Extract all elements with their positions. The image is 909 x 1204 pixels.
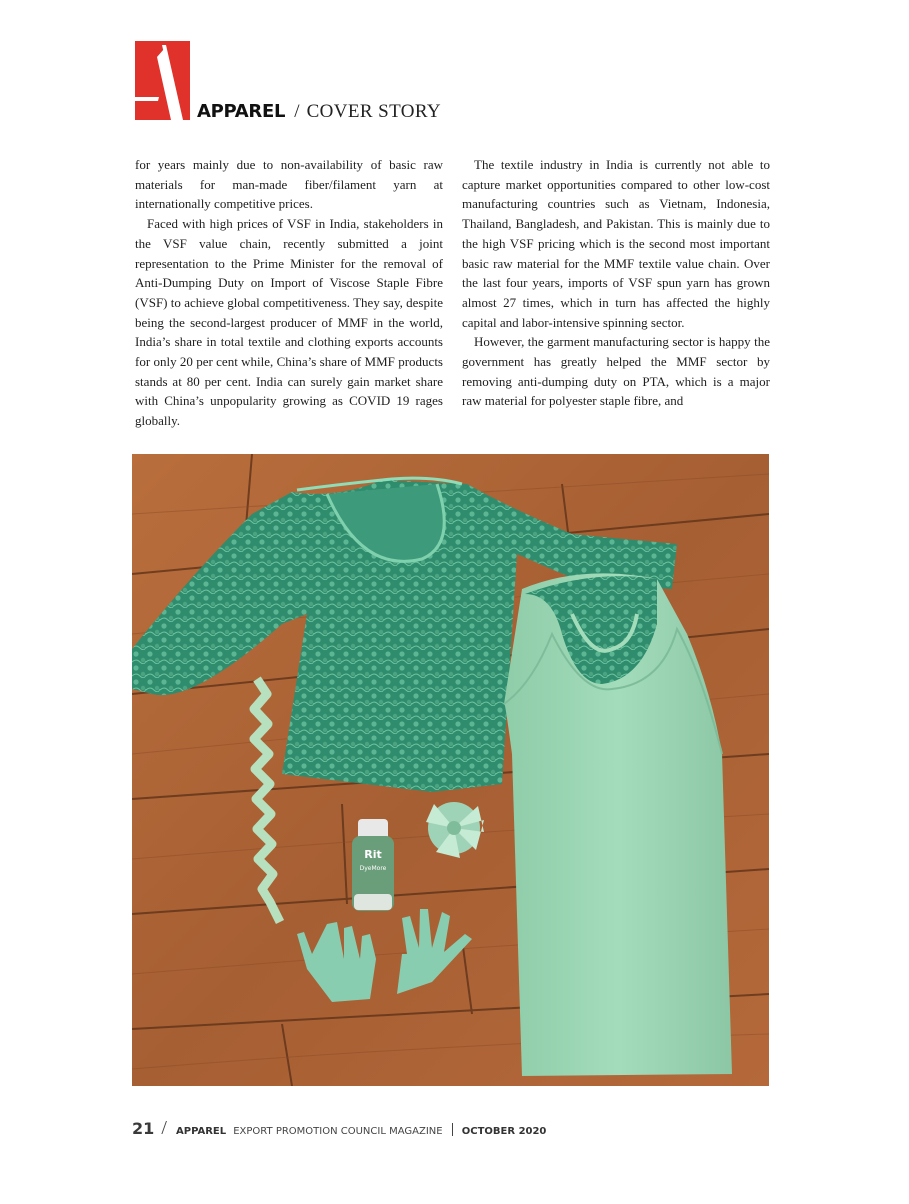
bottle-brand: Rit: [364, 848, 382, 861]
footer-brand: APPAREL: [176, 1126, 227, 1137]
page-footer: [132, 1117, 546, 1139]
footer-date: OCTOBER 2020: [461, 1126, 547, 1137]
section-header: [197, 100, 441, 124]
header-separator: /: [294, 101, 300, 122]
page-number: 21: [132, 1119, 155, 1138]
article-paragraph: Faced with high prices of VSF in India, stakeholders in the VSF value chain, recently submitted a joint representation to the Prime Minister for the removal of Anti-Dumping Duty on Import of Viscose Staple Fibre (VSF) to achieve global competitiveness. They say, despite being the second-largest producer of MMF in the world, India’s share in total textile and clothing exports accounts for only 20 per cent while, China’s share of MMF products stands at 80 per cent. India can surely gain market share with China’s unpopularity growing as COVID 19 rages globally.: [135, 216, 443, 429]
dye-bottle: [352, 819, 394, 911]
footer-separator: /: [161, 1117, 167, 1139]
section-name: APPAREL: [197, 101, 286, 122]
bottle-line: DyeMore: [359, 865, 387, 872]
article-paragraph: However, the garment manufacturing sector is happy the government has greatly helped the MMF sector by removing anti-dumping duty on PTA, which is a major raw material for polyester staple fibre, and: [462, 334, 770, 409]
section-category: COVER STORY: [306, 101, 442, 122]
article-paragraph: The textile industry in India is currently not able to capture market opportunities compared to other low-cost manufacturing countries such as Vietnam, Indonesia, Thailand, Bangladesh, and Pakistan. This is mainly due to the high VSF pricing which is the second most important basic raw material for the MMF textile value chain. Over the last four years, imports of VSF spun yarn has grown almost 27 times, which in turn has affected the highly capital and labor-intensive spinning sector.: [462, 157, 770, 330]
article-column-right: [462, 155, 770, 411]
article-column-left: [135, 155, 443, 431]
footer-magazine: EXPORT PROMOTION COUNCIL MAGAZINE: [233, 1126, 443, 1137]
cover-photo: [132, 454, 769, 1086]
article-paragraph: for years mainly due to non-availability of basic raw materials for man-made fiber/filament yarn at internationally competitive prices.: [135, 157, 443, 212]
footer-divider: [452, 1123, 453, 1136]
magazine-logo: [135, 41, 190, 120]
